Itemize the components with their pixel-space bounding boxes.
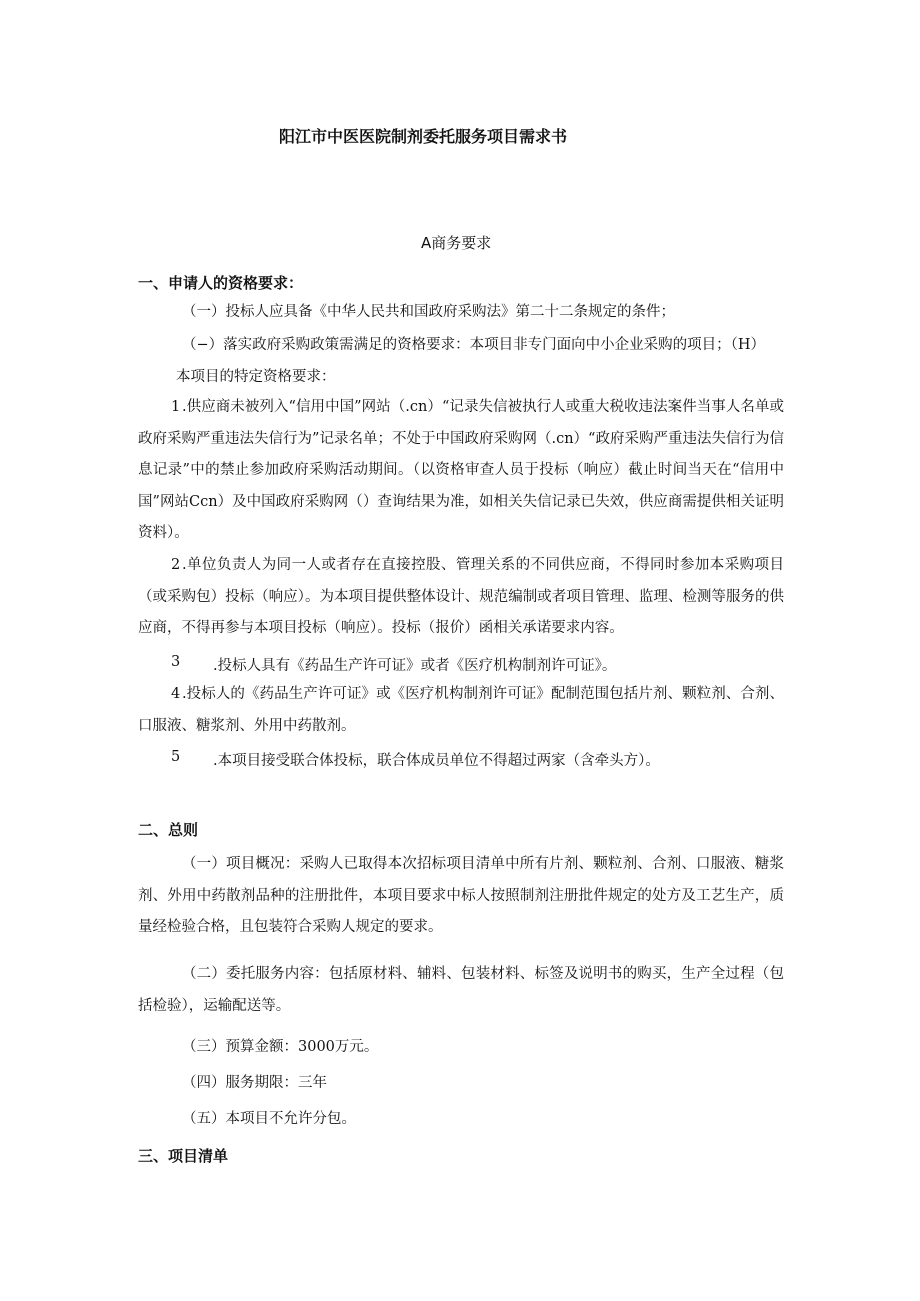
item-5-text: .本项目接受联合体投标，联合体成员单位不得超过两家（含牵头方）。	[213, 753, 660, 769]
general-no-subcontract: （五）本项目不允许分包。	[182, 1111, 356, 1127]
general-overview: （一）项目概况：采购人已取得本次招标项目清单中所有片剂、颗粒剂、合剂、口服液、糖浆剂、外用中药散剂品种的注册批件，本项目要求中标人按照制剂注册批件规定的处方及工艺生产，质量经检验合格，且包装符合采购人规定的要求。	[138, 856, 784, 935]
item-3-number: 3	[171, 654, 181, 670]
paragraph-1-2: （−）落实政府采购政策需满足的资格要求：本项目非专门面向中小企业采购的项目；（H）	[182, 337, 766, 353]
document-title: 阳江市中医医院制剂委托服务项目需求书	[279, 127, 568, 146]
item-2-text: .单位负责人为同一人或者存在直接控股、管理关系的不同供应商，不得同时参加本采购项目（或采购包）投标（响应）。为本项目提供整体设计、规范编制或者项目管理、监理、检测等服务的供应商，不得再参与本项目投标（响应）。投标（报价）函相关承诺要求内容。	[138, 557, 784, 636]
item-4-number: 4	[171, 686, 181, 702]
item-4-text: .投标人的《药品生产许可证》或《医疗机构制剂许可证》配制范围包括片剂、颗粒剂、合剂、口服液、糖浆剂、外用中药散剂。	[138, 686, 784, 734]
general-budget: （三）预算金额：3000万元。	[182, 1039, 379, 1055]
heading-project-list: 三、项目清单	[138, 1147, 229, 1165]
heading-qualification: 一、申请人的资格要求：	[138, 274, 304, 292]
section-subtitle: A商务要求	[421, 234, 492, 252]
paragraph-1-1: （一）投标人应具备《中华人民共和国政府采购法》第二十二条规定的条件；	[182, 304, 675, 320]
heading-general: 二、总则	[138, 821, 199, 839]
item-1-number: 1	[171, 399, 181, 415]
item-3-text: .投标人具有《药品生产许可证》或者《医疗机构制剂许可证》。	[213, 658, 617, 674]
paragraph-1-3: 本项目的特定资格要求：	[176, 369, 336, 385]
item-5-number: 5	[171, 749, 181, 765]
item-2-number: 2	[171, 557, 181, 573]
general-service-content: （二）委托服务内容：包括原材料、辅料、包装材料、标签及说明书的购买，生产全过程（包括检验），运输配送等。	[138, 966, 784, 1014]
item-1-text: .供应商未被列入“信用中国”网站（.cn）“记录失信被执行人或重大税收违法案件当事人名单或政府采购严重违法失信行为”记录名单；不处于中国政府采购网（.cn）“政府采购严重违法失信行为信息记录”中的禁止参加政府采购活动期间。（以资格审查人员于投标（响应）截止时间当天在“信用中国”网站Ccn）及中国政府采购网（）查询结果为准，如相关失信记录已失效，供应商需提供相关证明资料）。	[138, 399, 784, 541]
general-service-period: （四）服务期限：三年	[182, 1075, 327, 1091]
